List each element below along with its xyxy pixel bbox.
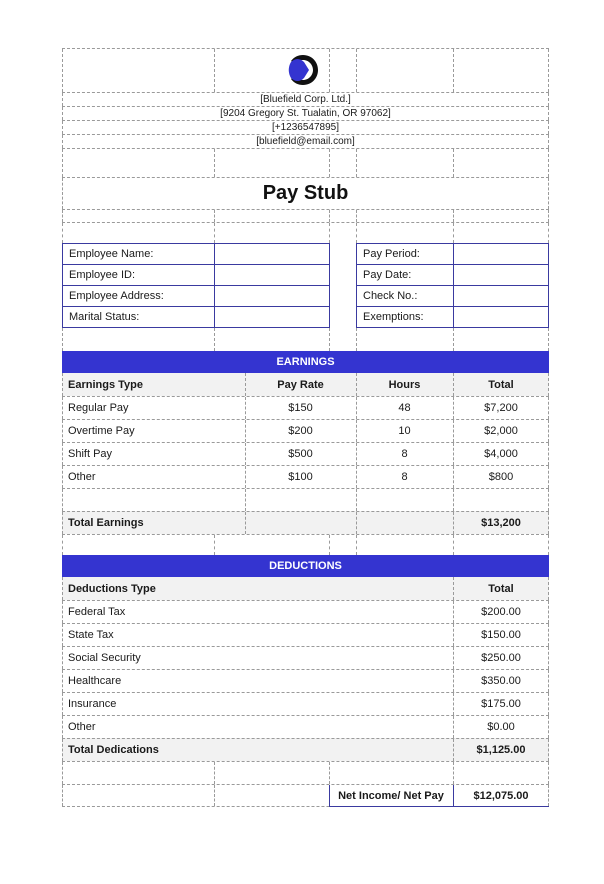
employee-id-label: Employee ID: <box>69 269 136 281</box>
earnings-type: Other <box>68 471 96 483</box>
table-row-empty <box>62 488 549 511</box>
col-hours: Hours <box>388 378 421 391</box>
total-deductions-label: Total Dedications <box>68 744 159 756</box>
earnings-hours: 8 <box>401 471 408 483</box>
earnings-header: EARNINGS <box>62 351 549 373</box>
table-row <box>62 692 549 715</box>
col-pay-rate: Pay Rate <box>277 378 324 391</box>
employee-name-label: Employee Name: <box>69 248 154 260</box>
table-row <box>62 419 549 442</box>
net-pay-value: $12,075.00 <box>473 789 529 802</box>
page-title: Pay Stub <box>262 182 349 204</box>
company-email-row <box>62 134 549 148</box>
earnings-type: Regular Pay <box>68 402 129 414</box>
exemptions-label: Exemptions: <box>363 311 424 323</box>
col-total: Total <box>488 378 514 391</box>
pay-stub-sheet <box>62 48 549 807</box>
table-row <box>62 600 549 623</box>
table-row <box>62 465 549 488</box>
earnings-hours: 8 <box>401 448 408 460</box>
deduction-total: $175.00 <box>481 698 521 710</box>
col-deductions-type: Deductions Type <box>68 582 156 595</box>
deduction-total: $150.00 <box>481 629 521 641</box>
company-name-row <box>62 92 549 106</box>
total-earnings-value: $13,200 <box>481 517 521 529</box>
deduction-type: Other <box>68 721 96 733</box>
deduction-total: $0.00 <box>487 721 515 733</box>
spacer-row <box>62 148 549 177</box>
total-deductions-value: $1,125.00 <box>476 744 526 756</box>
earnings-rate: $200 <box>288 425 313 437</box>
table-row <box>62 715 549 738</box>
spacer-row <box>62 534 549 555</box>
col-earnings-type: Earnings Type <box>68 378 143 391</box>
table-row <box>62 396 549 419</box>
earnings-total: $4,000 <box>484 448 518 460</box>
spacer-row <box>62 222 549 243</box>
deduction-type: Social Security <box>68 652 141 664</box>
table-row <box>62 442 549 465</box>
deduction-type: Healthcare <box>68 675 122 687</box>
earnings-hours: 10 <box>398 425 411 437</box>
pay-period-label: Pay Period: <box>363 248 420 260</box>
deduction-total: $250.00 <box>481 652 521 664</box>
spacer-row <box>62 328 549 351</box>
spacer-row <box>62 209 549 222</box>
company-name: [Bluefield Corp. Ltd.] <box>260 94 351 105</box>
employee-address-label: Employee Address: <box>69 290 164 302</box>
net-pay-row <box>62 784 549 807</box>
earnings-total: $7,200 <box>484 402 518 414</box>
check-no-label: Check No.: <box>363 290 418 302</box>
company-address: [9204 Gregory St. Tualatin, OR 97062] <box>220 108 391 119</box>
company-email: [bluefield@email.com] <box>256 136 355 147</box>
earnings-type: Overtime Pay <box>68 425 135 437</box>
deductions-columns <box>62 577 549 600</box>
deduction-total: $350.00 <box>481 675 521 687</box>
table-row <box>62 623 549 646</box>
total-earnings-label: Total Earnings <box>68 517 144 529</box>
company-phone: [+1236547895] <box>271 122 339 133</box>
earnings-rate: $500 <box>288 448 313 460</box>
net-pay-label: Net Income/ Net Pay <box>338 789 444 802</box>
company-phone-row <box>62 120 549 134</box>
deductions-total-row <box>62 738 549 761</box>
pay-info-box <box>356 243 549 328</box>
title-row <box>62 177 549 209</box>
company-address-row <box>62 106 549 120</box>
deduction-total: $200.00 <box>481 606 521 618</box>
table-row <box>62 669 549 692</box>
table-row <box>62 646 549 669</box>
col-deductions-total: Total <box>488 582 514 595</box>
employee-info-section <box>62 243 549 328</box>
deductions-header: DEDUCTIONS <box>62 555 549 577</box>
earnings-total: $800 <box>488 471 514 483</box>
logo-row <box>62 48 549 92</box>
earnings-total-row <box>62 511 549 534</box>
marital-status-label: Marital Status: <box>69 311 140 323</box>
earnings-type: Shift Pay <box>68 448 113 460</box>
deduction-type: State Tax <box>68 629 114 641</box>
deduction-type: Federal Tax <box>68 606 126 618</box>
deduction-type: Insurance <box>68 698 117 710</box>
employee-box <box>62 243 330 328</box>
spacer-row <box>62 761 549 784</box>
earnings-hours: 48 <box>398 402 411 414</box>
earnings-rate: $150 <box>288 402 313 414</box>
earnings-rate: $100 <box>288 471 313 483</box>
earnings-total: $2,000 <box>484 425 518 437</box>
company-logo <box>286 53 320 87</box>
earnings-columns <box>62 373 549 396</box>
pay-date-label: Pay Date: <box>363 269 412 281</box>
